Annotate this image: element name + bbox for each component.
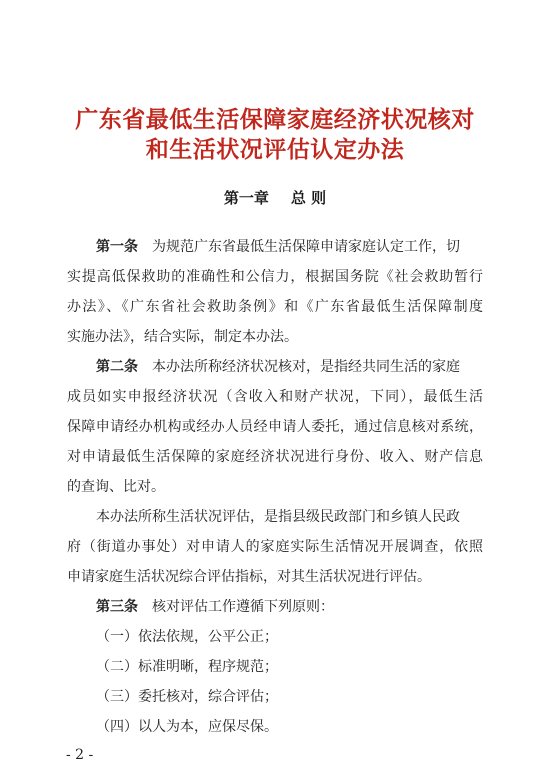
article-3-text-1: 核对评估工作遵循下列原则： bbox=[152, 599, 334, 615]
article-2-line-4: 对申请最低生活保障的家庭经济状况进行身份、收入、财产信息 bbox=[67, 449, 483, 465]
principle-item-1: （一）依法依规，公平公正； bbox=[96, 629, 278, 645]
article-1-line-2: 实提高低保救助的准确性和公信力，根据国务院《社会救助暂行 bbox=[67, 269, 483, 285]
document-title-line-2: 和生活状况评估认定办法 bbox=[145, 136, 405, 163]
article-2-text-1: 本办法所称经济状况核对，是指经共同生活的家庭 bbox=[152, 359, 460, 375]
article-2-p2-line-1: 本办法所称生活状况评估，是指县级民政部门和乡镇人民政 bbox=[96, 509, 460, 525]
page-number: - 2 - bbox=[66, 747, 94, 763]
article-2-line-5: 的查询、比对。 bbox=[67, 479, 165, 495]
chapter-heading bbox=[0, 187, 550, 208]
article-1-label: 第一条 bbox=[96, 239, 138, 255]
principle-item-2: （二）标准明晰，程序规范； bbox=[96, 659, 278, 675]
article-1-text-1: 为规范广东省最低生活保障申请家庭认定工作，切 bbox=[152, 239, 460, 255]
article-1-line-1 bbox=[96, 237, 512, 257]
article-1-line-3: 办法》、《广东省社会救助条例》和《广东省最低生活保障制度 bbox=[67, 299, 483, 315]
chapter-number: 第一章 bbox=[223, 189, 269, 207]
article-1-line-4: 实施办法》，结合实际，制定本办法。 bbox=[67, 329, 298, 345]
document-title-line-1: 广东省最低生活保障家庭经济状况核对 bbox=[75, 106, 475, 133]
principle-item-4: （四）以人为本，应保尽保。 bbox=[96, 719, 278, 735]
article-3-line-1 bbox=[96, 597, 512, 617]
article-3-label: 第三条 bbox=[96, 599, 138, 615]
article-2-line-1 bbox=[96, 357, 512, 377]
chapter-name: 总 则 bbox=[290, 189, 327, 207]
article-2-label: 第二条 bbox=[96, 359, 138, 375]
principle-item-3: （三）委托核对，综合评估； bbox=[96, 689, 278, 705]
article-2-line-3: 保障申请经办机构或经办人员经申请人委托，通过信息核对系统， bbox=[67, 419, 483, 435]
article-2-p2-line-2: 府（街道办事处）对申请人的家庭实际生活情况开展调查，依照 bbox=[67, 539, 483, 555]
article-2-line-2: 成员如实申报经济状况（含收入和财产状况，下同），最低生活 bbox=[67, 389, 483, 405]
article-2-p2-line-3: 申请家庭生活状况综合评估指标，对其生活状况进行评估。 bbox=[67, 569, 431, 585]
